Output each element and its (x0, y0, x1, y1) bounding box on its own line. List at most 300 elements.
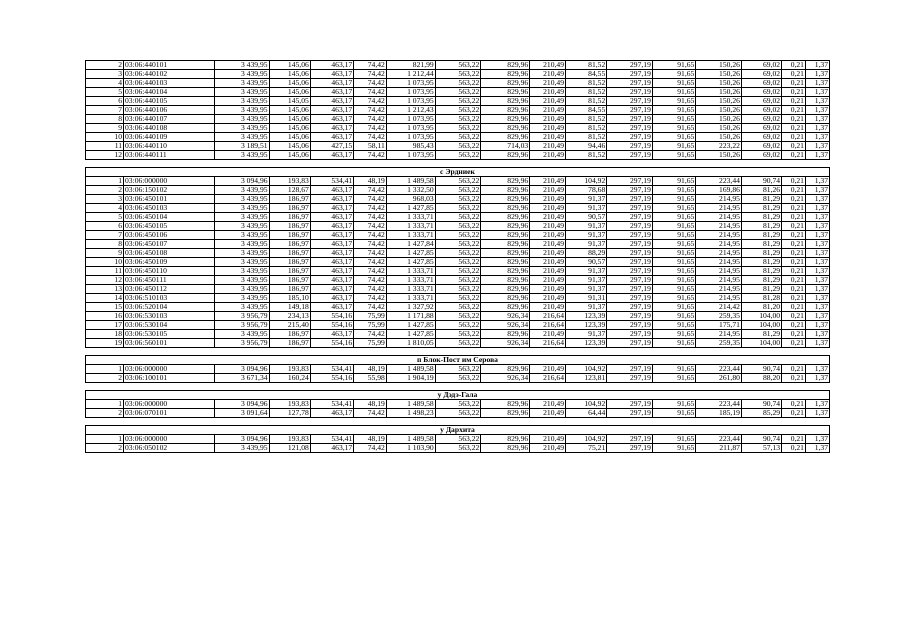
value-cell: 297,19 (607, 365, 653, 374)
value-cell: 463,17 (310, 330, 353, 339)
value-cell: 563,22 (435, 186, 481, 195)
value-cell: 3 439,95 (215, 276, 269, 285)
section-spacer-row (86, 348, 830, 356)
value-cell: 0,21 (782, 186, 806, 195)
value-cell: 3 439,95 (215, 249, 269, 258)
cadastral-code-cell: 03:06:450112 (124, 285, 215, 294)
value-cell: 297,19 (607, 222, 653, 231)
row-number-cell: 8 (86, 240, 124, 249)
value-cell: 81,29 (741, 330, 781, 339)
value-cell: 1,37 (805, 195, 829, 204)
value-cell: 74,42 (354, 258, 387, 267)
value-cell: 150,26 (696, 106, 742, 115)
cadastral-code-cell: 03:06:510103 (124, 294, 215, 303)
cadastral-code-cell: 03:06:520104 (124, 303, 215, 312)
cadastral-code-cell: 03:06:530105 (124, 330, 215, 339)
value-cell: 90,74 (741, 435, 781, 444)
cadastral-code-cell: 03:06:050102 (124, 444, 215, 453)
value-cell: 3 439,95 (215, 267, 269, 276)
cadastral-code-cell: 03:06:150102 (124, 186, 215, 195)
value-cell: 186,97 (269, 204, 310, 213)
value-cell: 69,02 (741, 151, 781, 160)
value-cell: 210,49 (530, 400, 566, 409)
value-cell: 81,29 (741, 231, 781, 240)
value-cell: 216,64 (530, 321, 566, 330)
value-cell: 74,42 (354, 97, 387, 106)
value-cell: 297,19 (607, 330, 653, 339)
value-cell: 1,37 (805, 444, 829, 453)
value-cell: 75,99 (354, 339, 387, 348)
value-cell: 1 073,95 (386, 124, 435, 133)
value-cell: 463,17 (310, 88, 353, 97)
value-cell: 463,17 (310, 444, 353, 453)
row-number-cell: 1 (86, 400, 124, 409)
value-cell: 81,29 (741, 240, 781, 249)
value-cell: 91,65 (652, 330, 695, 339)
value-cell: 91,65 (652, 276, 695, 285)
value-cell: 127,78 (269, 409, 310, 418)
value-cell: 0,21 (782, 231, 806, 240)
value-cell: 91,37 (566, 267, 607, 276)
table-row (86, 435, 830, 444)
value-cell: 104,00 (741, 339, 781, 348)
value-cell: 563,22 (435, 70, 481, 79)
value-cell: 223,44 (696, 400, 742, 409)
value-cell: 0,21 (782, 88, 806, 97)
row-number-cell: 2 (86, 61, 124, 70)
table-row (86, 186, 830, 195)
value-cell: 145,06 (269, 106, 310, 115)
value-cell: 81,52 (566, 124, 607, 133)
value-cell: 463,17 (310, 195, 353, 204)
value-cell: 297,19 (607, 267, 653, 276)
row-number-cell: 2 (86, 444, 124, 453)
value-cell: 214,95 (696, 258, 742, 267)
value-cell: 91,65 (652, 204, 695, 213)
value-cell: 297,19 (607, 276, 653, 285)
cadastral-code-cell: 03:06:440107 (124, 115, 215, 124)
cadastral-code-cell: 03:06:000000 (124, 177, 215, 186)
value-cell: 463,17 (310, 294, 353, 303)
row-number-cell: 9 (86, 249, 124, 258)
value-cell: 91,65 (652, 213, 695, 222)
value-cell: 175,71 (696, 321, 742, 330)
value-cell: 186,97 (269, 222, 310, 231)
value-cell: 210,49 (530, 106, 566, 115)
value-cell: 3 956,79 (215, 312, 269, 321)
row-number-cell: 10 (86, 258, 124, 267)
value-cell: 94,46 (566, 142, 607, 151)
value-cell: 0,21 (782, 339, 806, 348)
cadastral-rates-table-sheet (85, 60, 830, 453)
value-cell: 210,49 (530, 303, 566, 312)
value-cell: 0,21 (782, 400, 806, 409)
cadastral-code-cell: 03:06:440103 (124, 79, 215, 88)
value-cell: 74,42 (354, 106, 387, 115)
value-cell: 463,17 (310, 106, 353, 115)
value-cell: 563,22 (435, 231, 481, 240)
value-cell: 3 956,79 (215, 321, 269, 330)
value-cell: 297,19 (607, 195, 653, 204)
value-cell: 150,26 (696, 61, 742, 70)
value-cell: 186,97 (269, 249, 310, 258)
value-cell: 123,81 (566, 374, 607, 383)
value-cell: 1,37 (805, 321, 829, 330)
value-cell: 1,37 (805, 330, 829, 339)
value-cell: 1,37 (805, 285, 829, 294)
value-cell: 1,37 (805, 374, 829, 383)
value-cell: 91,37 (566, 222, 607, 231)
value-cell: 3 956,79 (215, 339, 269, 348)
value-cell: 193,83 (269, 400, 310, 409)
value-cell: 1 904,19 (386, 374, 435, 383)
value-cell: 563,22 (435, 303, 481, 312)
value-cell: 74,42 (354, 115, 387, 124)
value-cell: 1,37 (805, 258, 829, 267)
value-cell: 186,97 (269, 267, 310, 276)
value-cell: 3 671,34 (215, 374, 269, 383)
value-cell: 69,02 (741, 115, 781, 124)
value-cell: 563,22 (435, 204, 481, 213)
row-number-cell: 11 (86, 142, 124, 151)
value-cell: 563,22 (435, 374, 481, 383)
value-cell: 91,37 (566, 285, 607, 294)
value-cell: 829,96 (481, 97, 530, 106)
value-cell: 463,17 (310, 409, 353, 418)
value-cell: 1,37 (805, 435, 829, 444)
value-cell: 3 439,95 (215, 186, 269, 195)
table-row (86, 365, 830, 374)
value-cell: 829,96 (481, 285, 530, 294)
value-cell: 297,19 (607, 249, 653, 258)
value-cell: 81,29 (741, 249, 781, 258)
value-cell: 563,22 (435, 222, 481, 231)
value-cell: 1 073,95 (386, 151, 435, 160)
value-cell: 0,21 (782, 294, 806, 303)
value-cell: 463,17 (310, 276, 353, 285)
value-cell: 968,03 (386, 195, 435, 204)
value-cell: 3 439,95 (215, 88, 269, 97)
value-cell: 0,21 (782, 133, 806, 142)
table-row (86, 151, 830, 160)
value-cell: 829,96 (481, 330, 530, 339)
value-cell: 214,95 (696, 285, 742, 294)
value-cell: 3 439,95 (215, 124, 269, 133)
value-cell: 145,06 (269, 70, 310, 79)
value-cell: 74,42 (354, 213, 387, 222)
value-cell: 829,96 (481, 204, 530, 213)
value-cell: 210,49 (530, 285, 566, 294)
table-row (86, 124, 830, 133)
value-cell: 563,22 (435, 142, 481, 151)
value-cell: 210,49 (530, 222, 566, 231)
value-cell: 210,49 (530, 79, 566, 88)
value-cell: 829,96 (481, 124, 530, 133)
cadastral-code-cell: 03:06:440104 (124, 88, 215, 97)
value-cell: 214,95 (696, 330, 742, 339)
value-cell: 297,19 (607, 400, 653, 409)
value-cell: 259,35 (696, 339, 742, 348)
value-cell: 149,18 (269, 303, 310, 312)
value-cell: 3 439,95 (215, 240, 269, 249)
value-cell: 81,29 (741, 195, 781, 204)
value-cell: 0,21 (782, 435, 806, 444)
value-cell: 0,21 (782, 61, 806, 70)
value-cell: 214,95 (696, 213, 742, 222)
value-cell: 74,42 (354, 267, 387, 276)
value-cell: 297,19 (607, 177, 653, 186)
value-cell: 261,80 (696, 374, 742, 383)
value-cell: 563,22 (435, 240, 481, 249)
value-cell: 210,49 (530, 258, 566, 267)
value-cell: 214,95 (696, 249, 742, 258)
value-cell: 81,52 (566, 97, 607, 106)
value-cell: 3 439,95 (215, 97, 269, 106)
cadastral-code-cell: 03:06:450108 (124, 249, 215, 258)
table-row (86, 321, 830, 330)
value-cell: 829,96 (481, 294, 530, 303)
value-cell: 193,83 (269, 177, 310, 186)
value-cell: 74,42 (354, 88, 387, 97)
value-cell: 214,95 (696, 195, 742, 204)
value-cell: 186,97 (269, 213, 310, 222)
table-row (86, 312, 830, 321)
value-cell: 0,21 (782, 276, 806, 285)
section-header-row (86, 356, 830, 365)
value-cell: 74,42 (354, 409, 387, 418)
spacer-cell (86, 418, 830, 426)
row-number-cell: 1 (86, 365, 124, 374)
value-cell: 214,95 (696, 204, 742, 213)
row-number-cell: 4 (86, 204, 124, 213)
section-header-row (86, 426, 830, 435)
value-cell: 1,37 (805, 409, 829, 418)
value-cell: 563,22 (435, 400, 481, 409)
value-cell: 91,65 (652, 294, 695, 303)
value-cell: 554,16 (310, 339, 353, 348)
value-cell: 145,06 (269, 61, 310, 70)
value-cell: 81,52 (566, 79, 607, 88)
value-cell: 210,49 (530, 133, 566, 142)
cadastral-code-cell: 03:06:000000 (124, 435, 215, 444)
value-cell: 463,17 (310, 213, 353, 222)
value-cell: 297,19 (607, 435, 653, 444)
value-cell: 81,28 (741, 294, 781, 303)
value-cell: 150,26 (696, 133, 742, 142)
table-row (86, 374, 830, 383)
value-cell: 90,57 (566, 213, 607, 222)
value-cell: 104,92 (566, 400, 607, 409)
table-row (86, 285, 830, 294)
value-cell: 75,99 (354, 321, 387, 330)
value-cell: 563,22 (435, 294, 481, 303)
value-cell: 0,21 (782, 330, 806, 339)
value-cell: 297,19 (607, 213, 653, 222)
value-cell: 297,19 (607, 88, 653, 97)
cadastral-code-cell: 03:06:000000 (124, 365, 215, 374)
cadastral-rates-table (85, 60, 830, 453)
value-cell: 463,17 (310, 151, 353, 160)
value-cell: 829,96 (481, 133, 530, 142)
value-cell: 297,19 (607, 231, 653, 240)
value-cell: 69,02 (741, 106, 781, 115)
cadastral-code-cell: 03:06:450111 (124, 276, 215, 285)
value-cell: 69,02 (741, 97, 781, 106)
value-cell: 297,19 (607, 204, 653, 213)
value-cell: 1 333,71 (386, 222, 435, 231)
value-cell: 0,21 (782, 409, 806, 418)
value-cell: 84,55 (566, 106, 607, 115)
value-cell: 214,95 (696, 240, 742, 249)
value-cell: 74,42 (354, 444, 387, 453)
value-cell: 1 212,43 (386, 106, 435, 115)
table-row (86, 267, 830, 276)
value-cell: 210,49 (530, 240, 566, 249)
value-cell: 91,65 (652, 195, 695, 204)
row-number-cell: 3 (86, 195, 124, 204)
value-cell: 297,19 (607, 70, 653, 79)
value-cell: 193,83 (269, 435, 310, 444)
value-cell: 1,37 (805, 312, 829, 321)
value-cell: 91,65 (652, 88, 695, 97)
value-cell: 0,21 (782, 151, 806, 160)
value-cell: 91,37 (566, 195, 607, 204)
value-cell: 534,41 (310, 365, 353, 374)
table-row (86, 79, 830, 88)
value-cell: 145,06 (269, 88, 310, 97)
value-cell: 3 439,95 (215, 195, 269, 204)
value-cell: 150,26 (696, 88, 742, 97)
value-cell: 215,40 (269, 321, 310, 330)
section-spacer-row (86, 160, 830, 168)
value-cell: 91,37 (566, 303, 607, 312)
row-number-cell: 7 (86, 106, 124, 115)
value-cell: 259,35 (696, 312, 742, 321)
value-cell: 75,21 (566, 444, 607, 453)
value-cell: 81,29 (741, 276, 781, 285)
table-row (86, 409, 830, 418)
value-cell: 829,96 (481, 61, 530, 70)
value-cell: 829,96 (481, 249, 530, 258)
value-cell: 91,37 (566, 276, 607, 285)
table-row (86, 70, 830, 79)
value-cell: 563,22 (435, 435, 481, 444)
value-cell: 186,97 (269, 339, 310, 348)
value-cell: 297,19 (607, 133, 653, 142)
value-cell: 829,96 (481, 177, 530, 186)
value-cell: 210,49 (530, 61, 566, 70)
value-cell: 69,02 (741, 142, 781, 151)
value-cell: 214,95 (696, 294, 742, 303)
value-cell: 463,17 (310, 79, 353, 88)
value-cell: 829,96 (481, 70, 530, 79)
value-cell: 91,31 (566, 294, 607, 303)
value-cell: 563,22 (435, 115, 481, 124)
cadastral-code-cell: 03:06:440105 (124, 97, 215, 106)
cadastral-code-cell: 03:06:450104 (124, 213, 215, 222)
value-cell: 91,37 (566, 330, 607, 339)
value-cell: 297,19 (607, 444, 653, 453)
value-cell: 1 073,95 (386, 88, 435, 97)
value-cell: 91,65 (652, 267, 695, 276)
value-cell: 0,21 (782, 365, 806, 374)
value-cell: 0,21 (782, 124, 806, 133)
value-cell: 0,21 (782, 106, 806, 115)
cadastral-code-cell: 03:06:450106 (124, 231, 215, 240)
value-cell: 0,21 (782, 444, 806, 453)
value-cell: 297,19 (607, 142, 653, 151)
value-cell: 104,00 (741, 321, 781, 330)
value-cell: 210,49 (530, 195, 566, 204)
value-cell: 78,68 (566, 186, 607, 195)
row-number-cell: 9 (86, 124, 124, 133)
row-number-cell: 2 (86, 374, 124, 383)
value-cell: 91,65 (652, 151, 695, 160)
cadastral-code-cell: 03:06:100101 (124, 374, 215, 383)
value-cell: 563,22 (435, 258, 481, 267)
value-cell: 145,06 (269, 115, 310, 124)
value-cell: 1,37 (805, 400, 829, 409)
value-cell: 829,96 (481, 186, 530, 195)
value-cell: 3 091,64 (215, 409, 269, 418)
value-cell: 563,22 (435, 88, 481, 97)
value-cell: 223,44 (696, 177, 742, 186)
value-cell: 297,19 (607, 97, 653, 106)
value-cell: 123,39 (566, 312, 607, 321)
value-cell: 74,42 (354, 70, 387, 79)
value-cell: 829,96 (481, 213, 530, 222)
value-cell: 3 439,95 (215, 133, 269, 142)
value-cell: 223,44 (696, 435, 742, 444)
value-cell: 3 439,95 (215, 115, 269, 124)
value-cell: 563,22 (435, 79, 481, 88)
value-cell: 1,37 (805, 79, 829, 88)
value-cell: 829,96 (481, 258, 530, 267)
value-cell: 91,65 (652, 115, 695, 124)
row-number-cell: 2 (86, 186, 124, 195)
value-cell: 1,37 (805, 303, 829, 312)
value-cell: 563,22 (435, 61, 481, 70)
value-cell: 214,95 (696, 231, 742, 240)
value-cell: 104,00 (741, 312, 781, 321)
value-cell: 563,22 (435, 444, 481, 453)
value-cell: 210,49 (530, 213, 566, 222)
row-number-cell: 5 (86, 88, 124, 97)
value-cell: 463,17 (310, 70, 353, 79)
value-cell: 74,42 (354, 195, 387, 204)
value-cell: 81,29 (741, 204, 781, 213)
value-cell: 169,86 (696, 186, 742, 195)
value-cell: 1 073,95 (386, 97, 435, 106)
value-cell: 81,29 (741, 285, 781, 294)
table-row (86, 330, 830, 339)
value-cell: 150,26 (696, 97, 742, 106)
table-body (86, 61, 830, 453)
cadastral-code-cell: 03:06:530103 (124, 312, 215, 321)
value-cell: 1,37 (805, 88, 829, 97)
value-cell: 145,06 (269, 151, 310, 160)
value-cell: 297,19 (607, 115, 653, 124)
value-cell: 3 439,95 (215, 204, 269, 213)
value-cell: 74,42 (354, 204, 387, 213)
cadastral-code-cell: 03:06:440108 (124, 124, 215, 133)
table-row (86, 294, 830, 303)
value-cell: 91,37 (566, 240, 607, 249)
value-cell: 74,42 (354, 231, 387, 240)
value-cell: 216,64 (530, 339, 566, 348)
value-cell: 297,19 (607, 258, 653, 267)
value-cell: 74,42 (354, 61, 387, 70)
